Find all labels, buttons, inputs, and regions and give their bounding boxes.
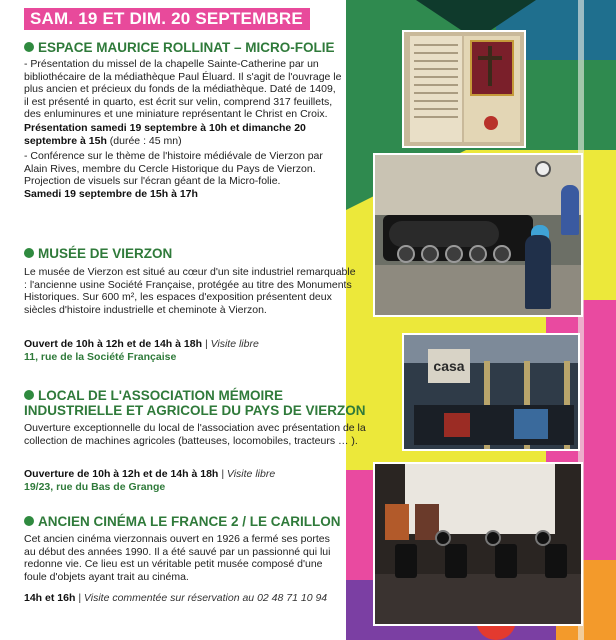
bullet-icon bbox=[24, 516, 34, 526]
section-title-association: LOCAL DE L'ASSOCIATION MÉMOIRE bbox=[24, 388, 283, 404]
cinema-photo bbox=[373, 462, 583, 626]
cinema-hours-block bbox=[24, 592, 354, 605]
cinema-description: Cet ancien cinéma vierzonnais ouvert en 1926 a fermé ses portes au début des années 1990. Il a été sauvé par un passionné qui lui redonne vie. Ce lieu est un véritable petit musée composé d'une foule d'objets ayant trait au cinéma. bbox=[24, 533, 331, 583]
section-title-association-line2: INDUSTRIELLE ET AGRICOLE DU PAYS DE VIERZON bbox=[24, 403, 366, 418]
bullet-icon bbox=[24, 248, 34, 258]
cinema-note: | Visite commentée sur réservation au 02 48 71 10 94 bbox=[78, 592, 328, 604]
conference-schedule: Samedi 19 septembre de 15h à 17h bbox=[24, 187, 198, 200]
musee-hours: Ouvert de 10h à 12h et de 14h à 18h bbox=[24, 338, 202, 350]
cinema-hours: 14h et 16h bbox=[24, 592, 76, 604]
association-hours-block bbox=[24, 468, 354, 494]
section-body-cinema bbox=[24, 533, 342, 583]
missal-photo bbox=[402, 30, 526, 148]
section-body-espace-rollinat bbox=[24, 58, 342, 201]
association-hours: Ouverture de 10h à 12h et de 14h à 18h bbox=[24, 468, 219, 480]
section-body-musee bbox=[24, 266, 356, 316]
musee-description: Le musée de Vierzon est situé au cœur d'un site industriel remarquable : l'ancienne usine Société Française, protégée au titre des Monuments Historiques. Sur 600 m², les espaces d'exposition présentent deux siècles d'histoire industrielle et cheminote à Vierzon. bbox=[24, 266, 356, 316]
section-title-musee: MUSÉE DE VIERZON bbox=[24, 246, 172, 262]
locomotive-photo bbox=[373, 153, 583, 317]
association-note: | Visite libre bbox=[221, 468, 276, 480]
musee-hours-block bbox=[24, 338, 354, 364]
section-title-espace-rollinat: ESPACE MAURICE ROLLINAT – MICRO-FOLIE bbox=[24, 40, 335, 56]
missal-schedule: Présentation samedi 19 septembre à 10h et dimanche 20 septembre à 15h bbox=[24, 121, 306, 147]
bullet-icon bbox=[24, 390, 34, 400]
missal-duration: (durée : 45 mn) bbox=[109, 134, 182, 147]
conference-description: - Conférence sur le thème de l'histoire médiévale de Vierzon par Alain Rives, membre du Cercle Historique du Pays de Vierzon. Projection de visuels sur l'écran géant de la Micro-folie. bbox=[24, 150, 323, 188]
association-description: Ouverture exceptionnelle du local de l'association avec présentation de la collection de machines agricoles (batteuses, locomobiles, tracteurs … ). bbox=[24, 422, 366, 447]
section-body-association bbox=[24, 422, 374, 447]
machines-hall-photo bbox=[402, 333, 580, 451]
musee-address: 11, rue de la Société Française bbox=[24, 351, 177, 363]
date-banner-text: SAM. 19 ET DIM. 20 SEPTEMBRE bbox=[30, 9, 303, 28]
casa-sign: casa bbox=[428, 349, 470, 383]
association-address: 19/23, rue du Bas de Grange bbox=[24, 481, 166, 493]
missal-description: - Présentation du missel de la chapelle Sainte-Catherine par un bibliothécaire de la médiathèque Paul Éluard. Il s'agit de l'ouvrage le plus ancien et précieux du fonds de la médiathèque. Daté de 1409, il est présenté in quarto, est écrit sur velin, comprend 317 feuillets, des enluminures et une miniature représentant le Christ en Croix. bbox=[24, 58, 342, 121]
musee-note: | Visite libre bbox=[204, 338, 259, 350]
section-title-cinema: ANCIEN CINÉMA LE FRANCE 2 / LE CARILLON bbox=[24, 514, 341, 530]
date-banner bbox=[24, 8, 310, 30]
bullet-icon bbox=[24, 42, 34, 52]
